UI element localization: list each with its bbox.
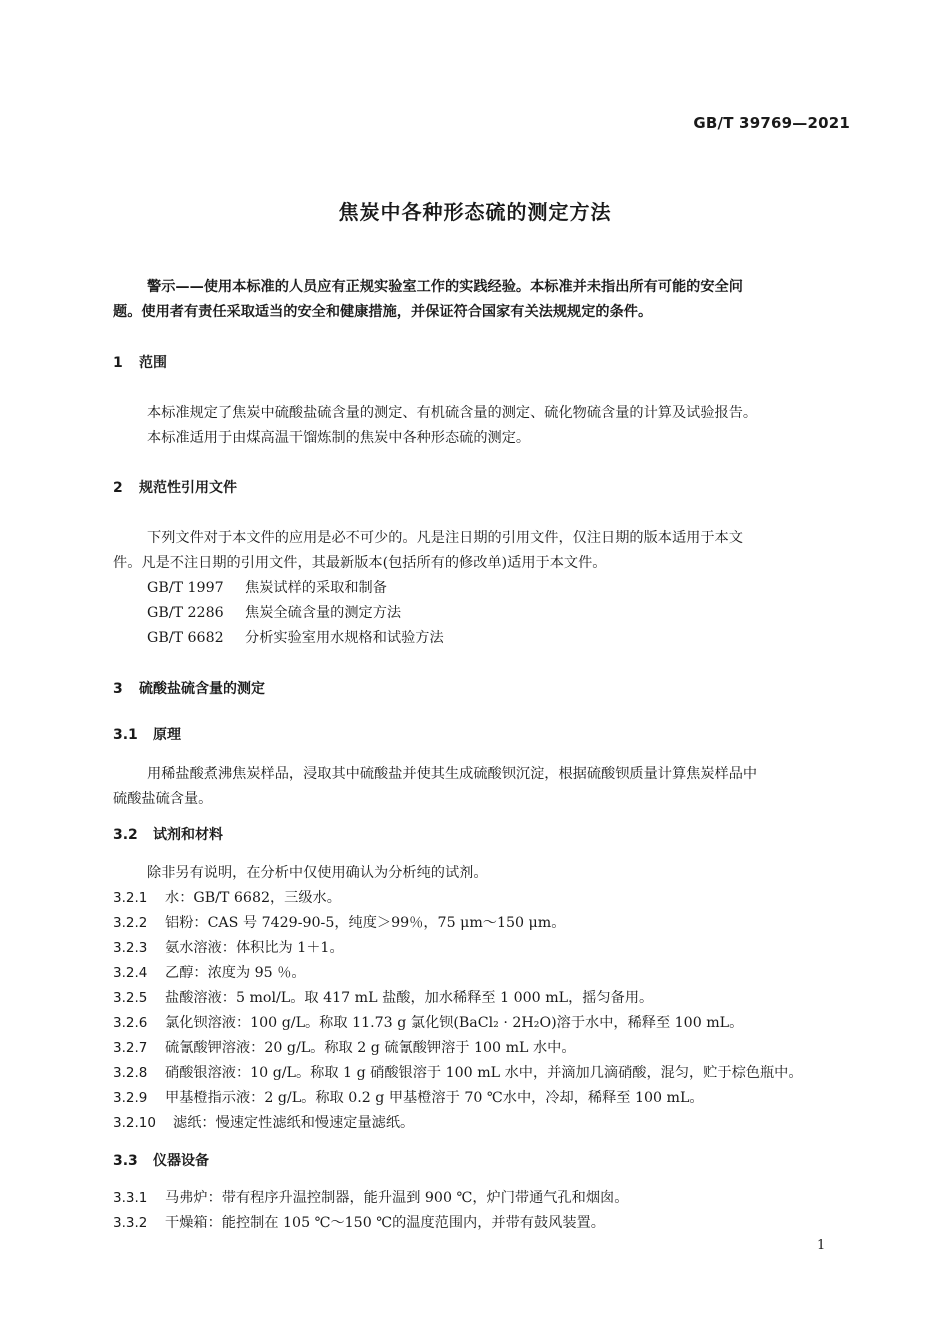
item-number: 3.2.10 [113, 1115, 156, 1131]
item-number: 3.2.8 [113, 1065, 148, 1081]
reagent-item [113, 1112, 414, 1132]
reference-name: 分析实验室用水规格和试验方法 [245, 630, 444, 646]
reagent-item [113, 1062, 803, 1082]
item-text: 甲基橙指示液：2 g/L。称取 0.2 g 甲基橙溶于 70 ℃水中，冷却，稀释至 100 mL。 [165, 1090, 704, 1106]
item-text: 盐酸溶液：5 mol/L。取 417 mL 盐酸，加水稀释至 1 000 mL，摇匀备用。 [165, 990, 654, 1006]
reference-code: GB/T 1997 [147, 580, 224, 596]
item-number: 3.2.3 [113, 940, 148, 956]
section-3-2-heading [113, 824, 223, 844]
section-number: 3.3 [113, 1153, 138, 1169]
reagent-item [113, 1037, 576, 1057]
scope-paragraph-2: 本标准适用于由煤高温干馏炼制的焦炭中各种形态硫的测定。 [147, 430, 531, 446]
item-number: 3.2.5 [113, 990, 148, 1006]
section-3-heading [113, 678, 265, 698]
reagent-item [113, 912, 565, 932]
item-number: 3.2.6 [113, 1015, 148, 1031]
principle-line-2: 硫酸盐硫含量。 [113, 791, 213, 807]
item-text: 铝粉：CAS 号 7429-90-5，纯度＞99％，75 μm～150 μm。 [165, 915, 566, 931]
reference-code: GB/T 2286 [147, 605, 224, 621]
section-title: 硫酸盐硫含量的测定 [139, 681, 265, 697]
section-2-heading [113, 477, 237, 497]
reference-item [147, 602, 401, 622]
item-text: 乙醇：浓度为 95 ％。 [165, 965, 306, 981]
warning-line-1: 警示——使用本标准的人员应有正规实验室工作的实践经验。本标准并未指出所有可能的安全问 [147, 279, 743, 295]
document-title: 焦炭中各种形态硫的测定方法 [338, 200, 612, 224]
reagent-item [113, 962, 306, 982]
section-title: 规范性引用文件 [139, 480, 237, 496]
reagent-item [113, 1012, 743, 1032]
section-number: 3 [113, 681, 123, 697]
section-number: 3.1 [113, 727, 138, 743]
reference-name: 焦炭试样的采取和制备 [245, 580, 387, 596]
references-paragraph-line-1: 下列文件对于本文件的应用是必不可少的。凡是注日期的引用文件，仅注日期的版本适用于本文 [147, 530, 743, 546]
warning-line-2: 题。使用者有责任采取适当的安全和健康措施，并保证符合国家有关法规规定的条件。 [113, 304, 653, 320]
section-title: 原理 [153, 727, 181, 743]
item-text: 氨水溶液：体积比为 1＋1。 [165, 940, 344, 956]
reagents-intro: 除非另有说明，在分析中仅使用确认为分析纯的试剂。 [147, 865, 488, 881]
item-number: 3.3.1 [113, 1190, 148, 1206]
item-number: 3.2.4 [113, 965, 148, 981]
references-paragraph-line-2: 件。凡是不注日期的引用文件，其最新版本(包括所有的修改单)适用于本文件。 [113, 555, 607, 571]
scope-paragraph-1: 本标准规定了焦炭中硫酸盐硫含量的测定、有机硫含量的测定、硫化物硫含量的计算及试验报告。 [147, 405, 758, 421]
reagent-item [113, 887, 341, 907]
item-text: 干燥箱：能控制在 105 ℃～150 ℃的温度范围内，并带有鼓风装置。 [165, 1215, 605, 1231]
equipment-item [113, 1187, 628, 1207]
item-number: 3.2.2 [113, 915, 148, 931]
section-number: 2 [113, 480, 123, 496]
standard-number: GB/T 39769—2021 [693, 114, 850, 132]
reagent-item [113, 937, 344, 957]
item-text: 硫氰酸钾溶液：20 g/L。称取 2 g 硫氰酸钾溶于 100 mL 水中。 [165, 1040, 576, 1056]
item-text: 水：GB/T 6682，三级水。 [165, 890, 341, 906]
item-text: 马弗炉：带有程序升温控制器，能升温到 900 ℃，炉门带通气孔和烟囱。 [165, 1190, 629, 1206]
item-text: 滤纸：慢速定性滤纸和慢速定量滤纸。 [173, 1115, 415, 1131]
item-text: 氯化钡溶液：100 g/L。称取 11.73 g 氯化钡(BaCl₂ · 2H₂O)溶于水中，稀释至 100 mL。 [165, 1015, 744, 1031]
item-number: 3.2.1 [113, 890, 148, 906]
reagent-item [113, 1087, 704, 1107]
section-3-1-heading [113, 724, 181, 744]
reference-code: GB/T 6682 [147, 630, 224, 646]
section-number: 1 [113, 355, 123, 371]
item-number: 3.2.7 [113, 1040, 148, 1056]
section-1-heading [113, 352, 167, 372]
item-number: 3.3.2 [113, 1215, 148, 1231]
section-title: 范围 [139, 355, 167, 371]
reference-item [147, 577, 387, 597]
reagent-item [113, 987, 653, 1007]
item-number: 3.2.9 [113, 1090, 148, 1106]
principle-line-1: 用稀盐酸煮沸焦炭样品，浸取其中硫酸盐并使其生成硫酸钡沉淀，根据硫酸钡质量计算焦炭样品中 [147, 766, 758, 782]
item-text: 硝酸银溶液：10 g/L。称取 1 g 硝酸银溶于 100 mL 水中，并滴加几滴硝酸，混匀，贮于棕色瓶中。 [165, 1065, 803, 1081]
section-3-3-heading [113, 1150, 209, 1170]
equipment-item [113, 1212, 605, 1232]
reference-item [147, 627, 444, 647]
reference-name: 焦炭全硫含量的测定方法 [245, 605, 402, 621]
section-title: 试剂和材料 [153, 827, 223, 843]
page-number: 1 [817, 1238, 826, 1253]
section-number: 3.2 [113, 827, 138, 843]
section-title: 仪器设备 [153, 1153, 209, 1169]
